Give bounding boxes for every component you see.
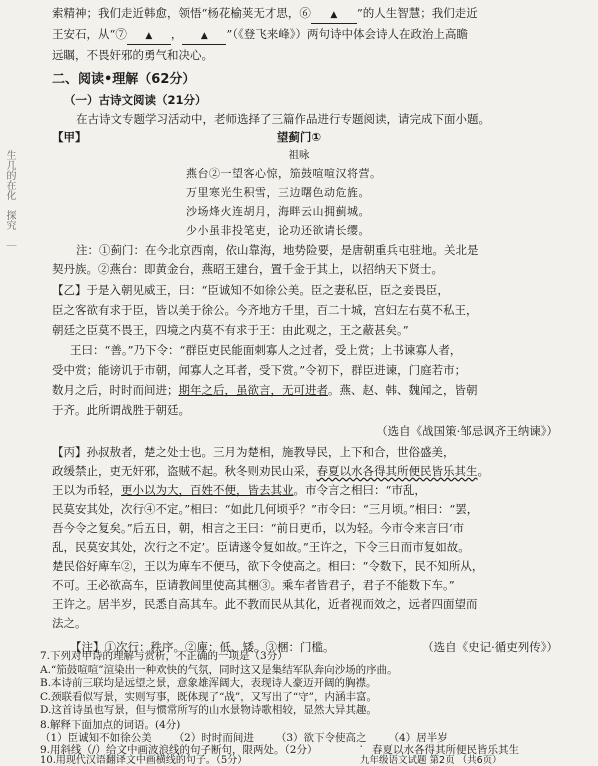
section-intro: 在古诗文专题学习活动中，老师选择了三篇作品进行专题阅读，请完成下面小题。 — [76, 112, 490, 126]
answer-blank-7a[interactable]: ▲ — [127, 27, 171, 45]
yi-line-6: 数月之后，时时而间进；期年之后，虽欲言，无可进者。燕、赵、韩、魏闻之，皆朝 — [52, 383, 478, 397]
yi-line-4: 王曰：“善。”乃下令：“群臣吏民能面刺寡人之过者，受上赏；上书谏寡人者， — [70, 343, 462, 357]
q7-option-a[interactable]: A.“笳鼓喧喧”渲染出一种欢快的气氛，同时这又是集结军队奔向沙场的序曲。 — [40, 663, 398, 676]
q8-item-text: （2） — [173, 732, 202, 744]
jia-note-1: 注：①蓟门：在今北京西南，依山靠海，地势险要，是唐朝重兵屯驻地。关北是 — [76, 243, 479, 257]
q9-stem: 9.用斜线（/）给文中画波浪线的句子断句，限两处。（2分） — [40, 744, 318, 756]
dotted-word: 徐 — [120, 732, 131, 744]
jia-note-2: 契丹族。②燕台：即黄金台，燕昭王建台，置千金于其上，以招纳天下贤士。 — [52, 262, 443, 276]
poem-line-2: 万里寒光生积雪，三边曙色动危旌。 — [186, 186, 370, 199]
yi-line-2: 臣之客欲有求于臣，皆以美于徐公。今齐地方千里，百二十城，宫妇左右莫不私王， — [52, 303, 478, 317]
bing-line-6: 乱，民莫安其处，次行之不定’。臣请遂令复如故。”王许之，下令三日而市复如故。 — [52, 540, 470, 554]
bing-line-3: 王以为币轻，更小以为大，百姓不便，皆去其业。市令言之相曰：“市乱， — [52, 483, 426, 497]
q7-option-c[interactable]: C.颈联看似写景，实则写事，既体现了“战”，又写出了“守”，内涵丰富。 — [40, 690, 377, 703]
top-line-1: 索精神；我们走近韩愈，领悟“杨花榆荚无才思，⑥ ▲ ”的人生智慧；我们走近 — [52, 6, 478, 24]
translation-underline-1: 期年之后，虽欲言，无可进者 — [178, 383, 328, 397]
q8-item-text: （4） — [388, 732, 417, 744]
bing-line-10: 法之。 — [52, 616, 87, 630]
dotted-word: 居 — [416, 732, 427, 744]
bing-line-8: 不可。王必欲高车，臣请教闾里使高其梱③。乘车者皆君子，君子不能数下车。” — [52, 578, 455, 592]
poem-line-1: 燕台②一望客心惊，笳鼓喧喧汉将营。 — [186, 167, 382, 180]
q7-option-d[interactable]: D.这首诗虽也写景，但与惯常所写的山水景物诗歌相较，显然大异其趣。 — [40, 704, 377, 716]
bing-note: 【注】①次行：秩序。②庳：低、矮。③梱：门槛。 — [70, 640, 335, 654]
q10-stem: 10.用现代汉语翻译文中画横线的句子。（5分） — [40, 755, 248, 766]
left-margin-text: 生几的在化 探究 ｜ — [4, 150, 15, 250]
q8-item-text: （3）欲下令使高 — [275, 732, 357, 744]
bing-line-2: 政缓禁止，吏无奸邪，盗贼不起。秋冬则劝民山采，春夏以水各得其所便民皆乐其生。 — [52, 464, 489, 478]
dotted-word: 时 — [201, 732, 212, 744]
bing-line-9: 王许之。居半岁，民悉自高其车。此不教而民从其化，近者视而效之，远者四面望而 — [52, 597, 478, 611]
q8-item-text: 半岁 — [426, 732, 448, 744]
bing-line-4: 民莫安其处，次行④不定。”相曰：“如此几何顷乎？”市令曰：“三月顷。”相曰：“罢， — [52, 502, 479, 516]
q8-stem: 8.解释下面加点的词语。(4分) — [40, 719, 181, 731]
page-footer: 九年级语文试题 第2页 （共6页） — [360, 755, 502, 766]
answer-blank-7b[interactable]: ▲ — [182, 27, 226, 45]
subsection1-title: （一）古诗文阅读（21分） — [64, 93, 207, 107]
top-line-3: 远瞩，不畏奸邪的勇气和决心。 — [52, 48, 213, 62]
bing-line-5: 吾今令之复矣。”后五日，朝，相言之王曰：“前日更币，以为轻。今市令来言曰‘市 — [52, 521, 465, 535]
yi-line-5: 受中赏；能谤讥于市朝，闻寡人之耳者，受下赏。”令初下，群臣进谏，门庭若市； — [52, 363, 467, 377]
wavy-underline-sentence: 春夏以水各得其所便民皆乐其生 — [316, 464, 478, 478]
poem-line-4: 少小虽非投笔吏，论功还欲请长缨。 — [186, 224, 370, 237]
section2-title: 二、阅读•理解（62分） — [52, 72, 196, 87]
q8-item-text: （1）臣诚知不如 — [40, 732, 121, 744]
top-line-2: 王安石，从“⑦ ▲ ， ▲ ”（《登飞来峰》）两句诗中体会诗人在政治上高瞻 — [52, 27, 468, 45]
q8-item-text: 时而间进 — [211, 732, 254, 744]
yi-line-1: 【乙】于是入朝见威王，曰：“臣诚知不如徐公美。臣之妻私臣，臣之妾畏臣， — [52, 283, 449, 297]
q9-sentence: 春夏以水各得其所便民皆乐其生 — [372, 744, 519, 756]
q7-option-b[interactable]: B.本诗前三联均是远望之景，意象雄浑阔大，表现诗人豪迈开阔的胸襟。 — [40, 677, 377, 689]
bing-line-7: 楚民俗好庳车②，王以为庳车不便马，欲下令使高之。相曰：“令数下，民不知所从， — [52, 559, 484, 573]
yi-source: （选自《战国策·邹忌讽齐王纳谏》） — [376, 424, 558, 438]
dotted-word: 之 — [356, 732, 367, 744]
translation-underline-2: 更小以为大，百姓不便，皆去其业 — [121, 483, 294, 497]
poem-line-3: 沙场烽火连胡月，海畔云山拥蓟城。 — [186, 205, 370, 218]
poem-author: 祖咏 — [288, 149, 310, 161]
poem-title: 望蓟门① — [276, 130, 322, 144]
bing-line-1: 【丙】孙叔敖者，楚之处士也。三月为楚相，施教导民，上下和合，世俗盛美， — [52, 445, 455, 459]
answer-blank-6[interactable]: ▲ — [311, 6, 357, 24]
q7-stem: 7.下列对甲诗的理解与赏析，不正确的一项是（3分） — [40, 650, 288, 662]
yi-line-7: 于齐。此所谓战胜于朝廷。 — [52, 403, 190, 417]
q8-item-text: 公美 — [130, 732, 152, 744]
yi-line-3: 朝廷之臣莫不畏王，四境之内莫不有求于王：由此观之，王之蔽甚矣。” — [52, 323, 409, 337]
jia-tag: 【甲】 — [52, 130, 87, 144]
bing-source: （选自《史记·循吏列传》） — [422, 640, 558, 654]
